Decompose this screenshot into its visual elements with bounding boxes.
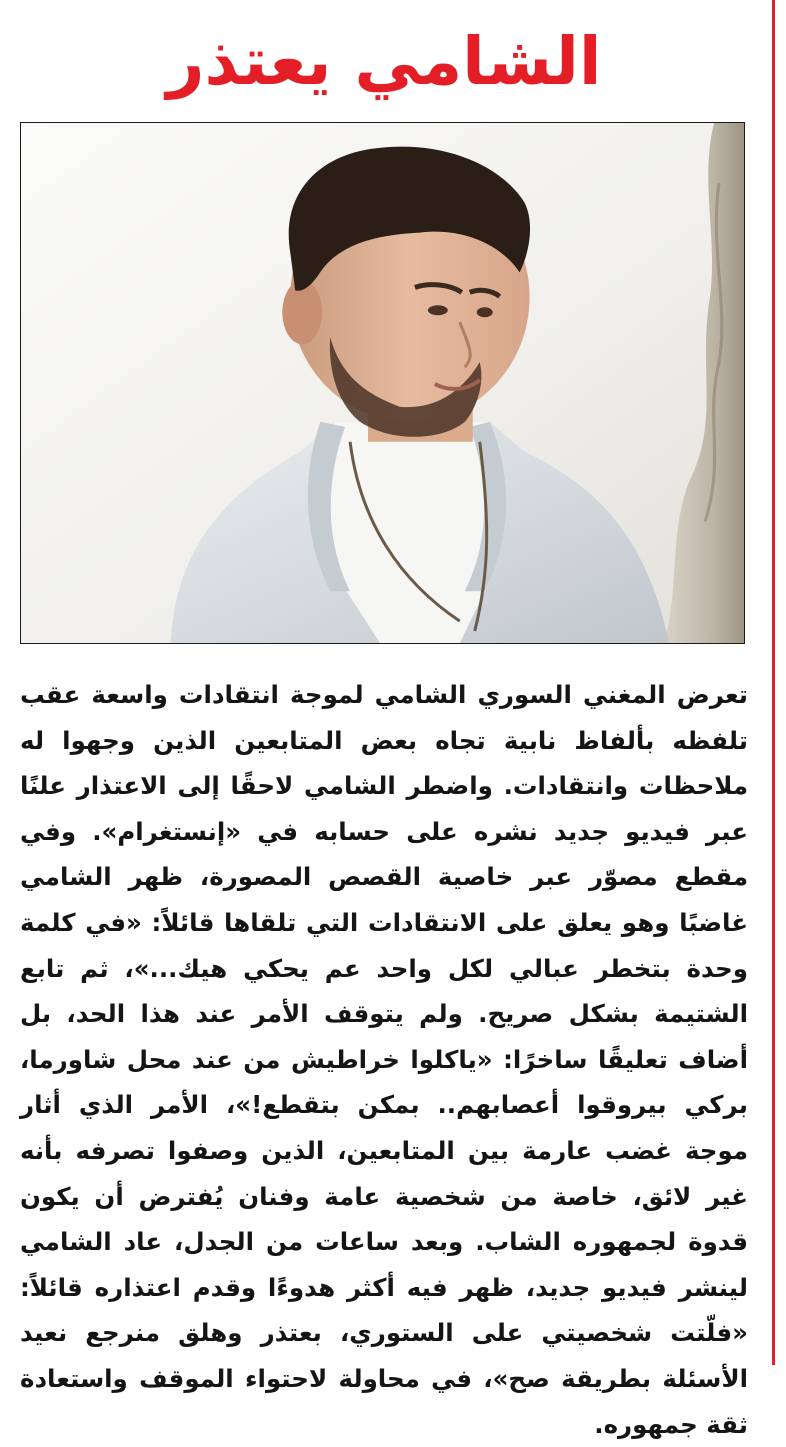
article-photo xyxy=(20,122,745,644)
article-headline: الشامي يعتذر xyxy=(166,23,602,100)
article-body: تعرض المغني السوري الشامي لموجة انتقادات واسعة عقب تلفظه بألفاظ نابية تجاه بعض المتابعين الذين وجهوا له ملاحظات وانتقادات. واضطر الشامي لاحقًا إلى الاعتذار علنًا عبر فيديو جديد نشره على حسابه في «إنستغرام». وفي مقطع مصوّر عبر خاصية القصص المصورة، ظهر الشامي غاضبًا وهو يعلق على الانتقادات التي تلقاها قائلاً: «في كلمة وحدة بتخطر عبالي لكل واحد عم يحكي هيك...»، ثم تابع الشتيمة بشكل صريح. ولم يتوقف الأمر عند هذا الحد، بل أضاف تعليقًا ساخرًا: «ياكلوا خراطيش من عند محل شاورما، بركي بيروقوا أعصابهم.. بمكن بتقطع!»، الأمر الذي أثار موجة غضب عارمة بين المتابعين، الذين وصفوا تصرفه بأنه غير لائق، خاصة من شخصية عامة وفنان يُفترض أن يكون قدوة لجمهوره الشاب. وبعد ساعات من الجدل، عاد الشامي لينشر فيديو جديد، ظهر فيه أكثر هدوءًا وقدم اعتذاره قائلاً: «فلّتت شخصيتي على الستوري، بعتذر وهلق منرجع نعيد الأسئلة بطريقة صح»، في محاولة لاحتواء الموقف واستعادة ثقة جمهوره. xyxy=(20,680,748,1439)
portrait-photo xyxy=(21,123,744,643)
red-column-rule xyxy=(772,0,775,1365)
